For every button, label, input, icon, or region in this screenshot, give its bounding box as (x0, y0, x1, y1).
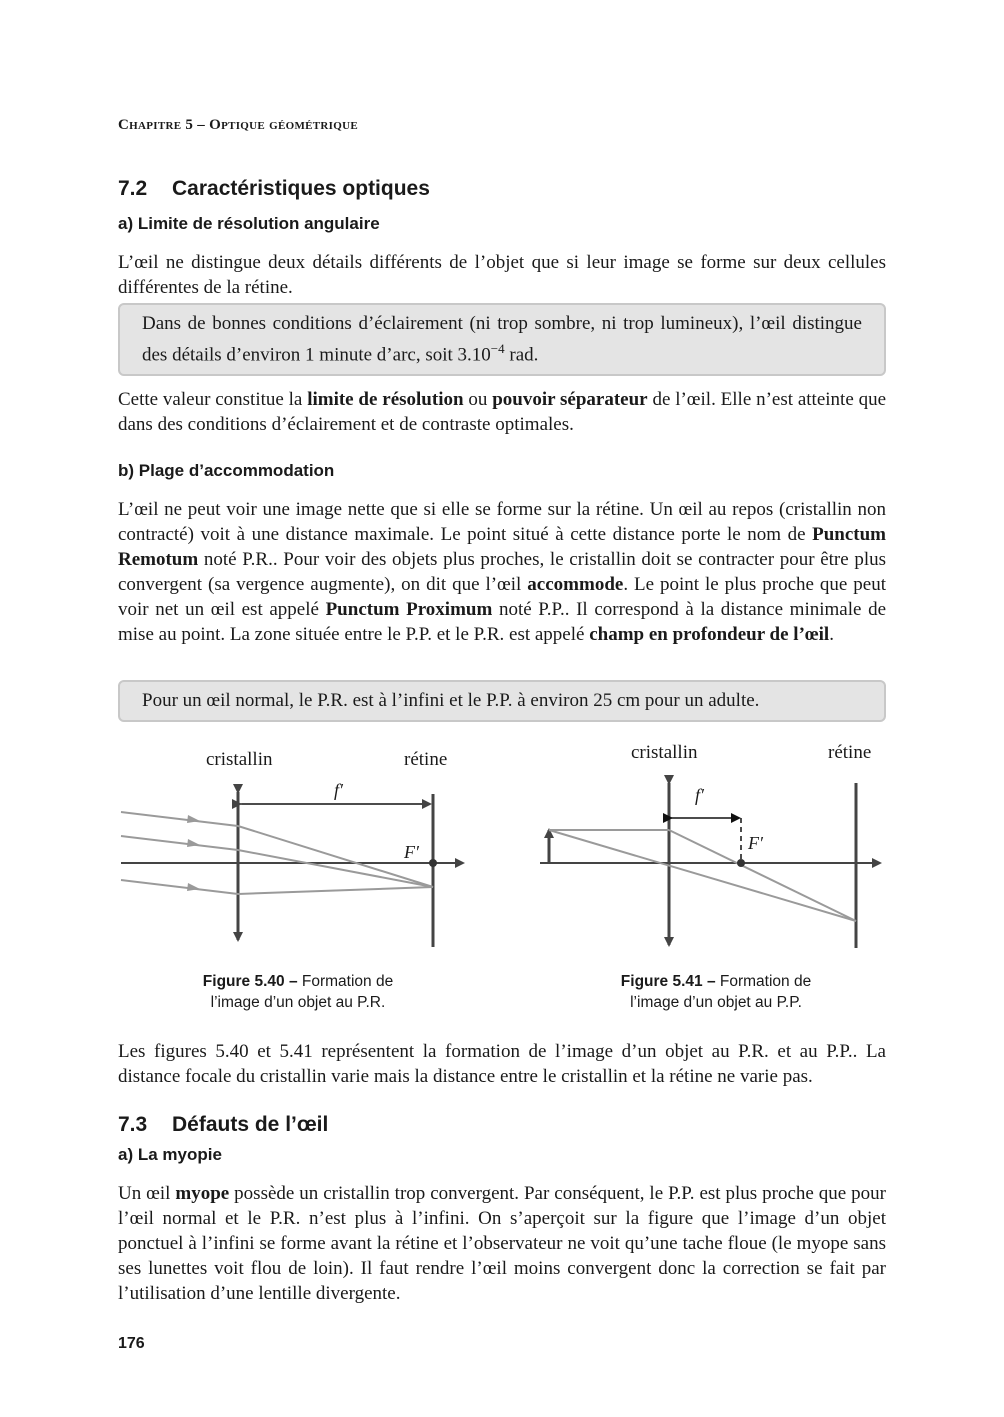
subsection-heading-myopia: a) La myopie (118, 1145, 222, 1164)
subsection-heading-resolution: a) Limite de résolution angulaire (118, 214, 380, 233)
bold-term: champ en profondeur de l’œil (589, 624, 830, 645)
box-text: Dans de bonnes conditions d’éclairement (ni trop sombre, ni trop lumineux), l’œil distingue des détails d’environ 1 minute d’arc, soit 3.10 (142, 313, 862, 366)
bold-term: myope (175, 1183, 230, 1204)
label-retine: rétine (828, 742, 872, 763)
section-number: 7.2 (118, 177, 148, 200)
paragraph-myopia (118, 1181, 886, 1306)
label-cristallin: cristallin (206, 749, 273, 770)
figure-5-40-diagram (118, 740, 478, 955)
paragraph-resolution-intro: L’œil ne distingue deux détails différents de l’objet que si leur image se forme sur deux cellules différentes de la rétine. (118, 252, 886, 298)
paragraph-figures-description: Les figures 5.40 et 5.41 représentent la formation de l’image d’un objet au P.R. et au P.P.. La distance focale du cristallin varie mais la distance entre le cristallin et la rétine ne varie pas. (118, 1041, 886, 1087)
page-number: 176 (118, 1335, 145, 1352)
highlight-box-normal-eye: Pour un œil normal, le P.R. est à l’infini et le P.P. à environ 25 cm pour un adulte. (118, 680, 886, 722)
caption-text: Formation de (301, 973, 394, 990)
label-F-prime: F′ (404, 842, 419, 862)
caption-text: Formation de (719, 973, 812, 990)
ray-incident-1 (121, 812, 238, 826)
figure-5-41-diagram (535, 735, 890, 955)
section-title: Caractéristiques optiques (172, 177, 430, 200)
text: noté P.R.. Pour voir des objets plus proches, le cristallin doit se contracter pour être plus convergent (sa vergence augmente), on dit que l’œil (118, 549, 886, 595)
ray-through-center (549, 830, 856, 921)
label-f-prime: f′ (695, 785, 704, 805)
caption-dash: – (702, 973, 720, 990)
box-exponent: −4 (490, 341, 505, 356)
caption-text: l’image d’un objet au P.P. (630, 994, 802, 1011)
text: ou (463, 389, 493, 410)
text: . Le point le plus proche que peut voir net un œil est appelé (118, 574, 886, 620)
text: . (829, 624, 834, 645)
text: possède un cristallin trop convergent. Par conséquent, le P.P. est plus proche que pour l’œil normal et le P.R. n’est plus à l’infini. On s’aperçoit sur la figure que l’image d’un objet ponctuel à l’infini se forme avant la rétine et l’observateur ne voit qu’une tache floue (le myope sans ses lunettes voit flou de loin). Il faut rendre l’œil moins convergent donc la correction se fait par l’utilisation d’une lentille divergente. (118, 1183, 886, 1304)
bold-term: Punctum Remotum (118, 524, 886, 570)
subsection-heading-accommodation: b) Plage d’accommodation (118, 461, 335, 480)
focal-point-F (737, 859, 745, 867)
figure-5-40-caption (160, 971, 436, 1013)
ray-incident-2 (121, 836, 238, 850)
label-retine: rétine (404, 749, 448, 770)
label-F-prime: F′ (748, 833, 763, 853)
bold-term: pouvoir séparateur (492, 389, 648, 410)
box-text-end: rad. (504, 344, 539, 366)
ray-refracted-3 (238, 887, 433, 894)
text: Cette valeur constitue la (118, 389, 308, 410)
section-number: 7.3 (118, 1113, 148, 1136)
text: Un œil (118, 1183, 176, 1204)
section-heading-7-3 (118, 1113, 328, 1137)
label-f-prime: f′ (334, 780, 343, 800)
paragraph-accommodation (118, 497, 886, 647)
bold-term: Punctum Proximum (325, 599, 493, 620)
text: noté P.P.. Il correspond à la distance minimale de mise au point. La zone située entre le P.P. et le P.R. est appelé (118, 599, 887, 645)
figure-5-41-caption (578, 971, 854, 1013)
focal-point-F (429, 859, 437, 867)
text: de l’œil. Elle n’est atteinte que dans des conditions d’éclairement et de contraste optimales. (118, 389, 887, 435)
label-cristallin: cristallin (631, 742, 698, 763)
bold-term: limite de résolution (307, 389, 464, 410)
text: L’œil ne peut voir une image nette que si elle se forme sur la rétine. Un œil au repos (cristallin non contracté) voit à une distance maximale. Le point situé à cette distance porte le nom de (118, 499, 886, 545)
caption-dash: – (284, 973, 302, 990)
running-head: Chapitre 5 – Optique géométrique (118, 117, 358, 133)
section-title: Défauts de l’œil (172, 1113, 329, 1136)
section-heading-7-2 (118, 177, 430, 201)
caption-label: Figure 5.40 (202, 973, 285, 990)
caption-label: Figure 5.41 (620, 973, 703, 990)
bold-term: accommode (527, 574, 624, 595)
highlight-box-resolution (118, 303, 886, 376)
caption-text: l’image d’un objet au P.R. (210, 994, 386, 1011)
paragraph-resolution-limit (118, 387, 886, 437)
ray-incident-3 (121, 880, 238, 894)
